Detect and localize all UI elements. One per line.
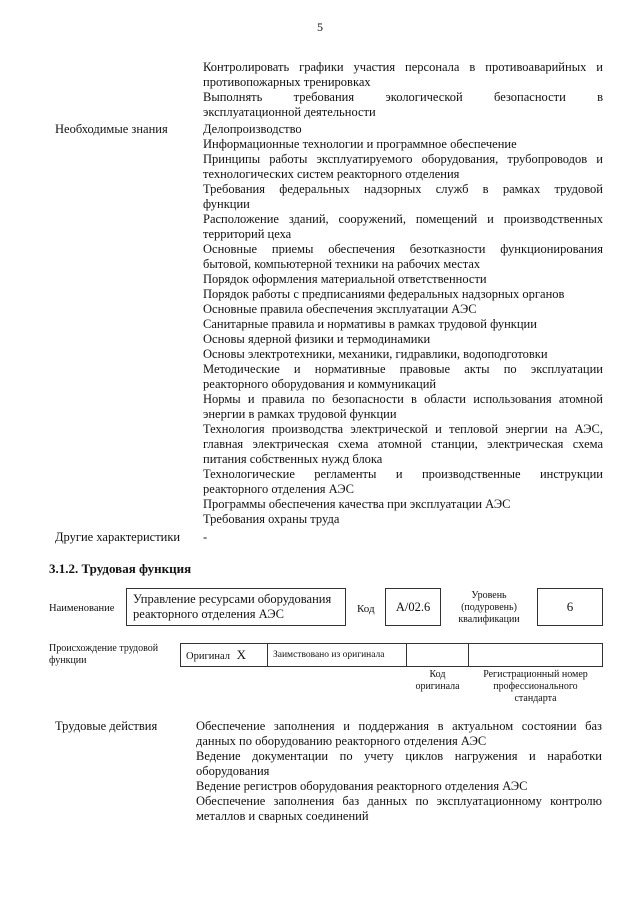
knowledge-item-line: Требования охраны труда	[203, 512, 340, 526]
origin-original-cell	[180, 643, 268, 667]
action-item-line: металлов и сварных соединений	[196, 809, 369, 823]
level-box	[537, 588, 603, 626]
origin-code-cell	[406, 643, 469, 667]
origin-label-line-1: Происхождение трудовой	[49, 643, 159, 654]
action-item-line: Ведение документации по учету циклов нагружения и наработки	[196, 749, 602, 763]
level-label-line-3: квалификации	[458, 614, 520, 625]
action-item-line: Ведение регистров оборудования реакторного отделения АЭС	[196, 779, 528, 793]
knowledge-item-line: Порядок оформления материальной ответственности	[203, 272, 487, 286]
knowledge-item-line: Основные приемы обеспечения безотказности функционирования	[203, 242, 603, 256]
top-items-list	[203, 60, 603, 120]
level-label-line-2: (подуровень)	[461, 602, 517, 613]
knowledge-item-line: технологических систем реакторного отделения	[203, 167, 460, 181]
reg-number-caption-line-2: профессионального	[493, 681, 578, 692]
actions-label: Трудовые действия	[55, 719, 158, 733]
knowledge-item-line: Методические и нормативные правовые акты по эксплуатации	[203, 362, 603, 376]
knowledge-item-line: Порядок работы с предписаниями федеральных надзорных органов	[203, 287, 565, 301]
knowledge-item-line: бытовой, компьютерной техники на рабочих местах	[203, 257, 481, 271]
knowledge-item-line: энергии в рамках трудовой функции	[203, 407, 397, 421]
reg-number-caption-line-3: стандарта	[514, 693, 557, 704]
origin-reg-number-cell	[468, 643, 603, 667]
top-item-line: эксплуатационной деятельности	[203, 105, 376, 119]
knowledge-item-line: Санитарные правила и нормативы в рамках трудовой функции	[203, 317, 537, 331]
borrowed-label: Заимствовано из оригинала	[273, 650, 385, 660]
original-label: Оригинал	[186, 651, 230, 662]
knowledge-list	[203, 122, 603, 527]
knowledge-item-line: функции	[203, 197, 250, 211]
other-characteristics-value: -	[203, 530, 208, 544]
knowledge-item-line: Делопроизводство	[203, 122, 302, 136]
knowledge-item-line: Нормы и правила по безопасности в области использования атомной	[203, 392, 603, 406]
action-item-line: Обеспечение заполнения и поддержания в актуальном состоянии баз	[196, 719, 602, 733]
knowledge-item-line: Программы обеспечения качества при эксплуатации АЭС	[203, 497, 511, 511]
reg-number-caption	[468, 669, 603, 705]
knowledge-item-line: питания собственных нужд блока	[203, 452, 383, 466]
knowledge-item-line: Основы ядерной физики и термодинамики	[203, 332, 431, 346]
action-item-line: оборудования	[196, 764, 270, 778]
level-value: 6	[566, 599, 574, 614]
knowledge-item-line: главная электрическая схема атомной станции, электрическая схема	[203, 437, 603, 451]
code-original-caption	[406, 669, 469, 693]
code-label: Код	[357, 603, 375, 615]
knowledge-item-line: Основные правила обеспечения эксплуатации АЭС	[203, 302, 477, 316]
knowledge-item-line: Технология производства электрической и тепловой энергии на АЭС,	[203, 422, 603, 436]
knowledge-item-line: реакторного оборудования и коммуникаций	[203, 377, 437, 391]
top-item-line: Выполнять требования экологической безопасности в	[203, 90, 603, 104]
code-box	[385, 588, 441, 626]
knowledge-item-line: Расположение зданий, сооружений, помещений и производственных	[203, 212, 603, 226]
name-line-1: Управление ресурсами оборудования	[133, 592, 332, 606]
reg-number-caption-line-1: Регистрационный номер	[483, 669, 588, 680]
knowledge-item-line: территорий цеха	[203, 227, 292, 241]
knowledge-item-line: Требования федеральных надзорных служб в рамках трудовой	[203, 182, 603, 196]
original-mark: Х	[236, 647, 247, 662]
name-box	[126, 588, 346, 626]
section-title: 3.1.2. Трудовая функция	[49, 561, 192, 576]
code-original-caption-line-2: оригинала	[415, 681, 460, 692]
knowledge-item-line: Основы электротехники, механики, гидравлики, водоподготовки	[203, 347, 548, 361]
top-item-line: Контролировать графики участия персонала в противоаварийных и	[203, 60, 603, 74]
name-label: Наименование	[49, 603, 115, 614]
level-label	[447, 590, 531, 626]
origin-label-line-2: функции	[49, 655, 87, 666]
action-item-line: Обеспечение заполнения баз данных по эксплуатационному контролю	[196, 794, 602, 808]
page-number: 5	[317, 20, 323, 34]
top-item-line: противопожарных тренировках	[203, 75, 371, 89]
level-label-line-1: Уровень	[471, 590, 507, 601]
knowledge-item-line: Технологические регламенты и производственные инструкции	[203, 467, 603, 481]
code-value: А/02.6	[395, 600, 431, 614]
knowledge-item-line: реакторного отделения АЭС	[203, 482, 354, 496]
origin-label	[49, 643, 158, 667]
origin-borrowed-cell	[267, 643, 407, 667]
knowledge-item-line: Информационные технологии и программное обеспечение	[203, 137, 517, 151]
name-line-2: реакторного отделения АЭС	[133, 607, 284, 621]
action-item-line: данных по оборудованию реакторного отделения АЭС	[196, 734, 487, 748]
actions-list	[196, 719, 602, 824]
knowledge-item-line: Принципы работы эксплуатируемого оборудования, трубопроводов и	[203, 152, 603, 166]
knowledge-label: Необходимые знания	[55, 122, 168, 136]
other-characteristics-label: Другие характеристики	[55, 530, 181, 544]
code-original-caption-line-1: Код	[429, 669, 446, 680]
